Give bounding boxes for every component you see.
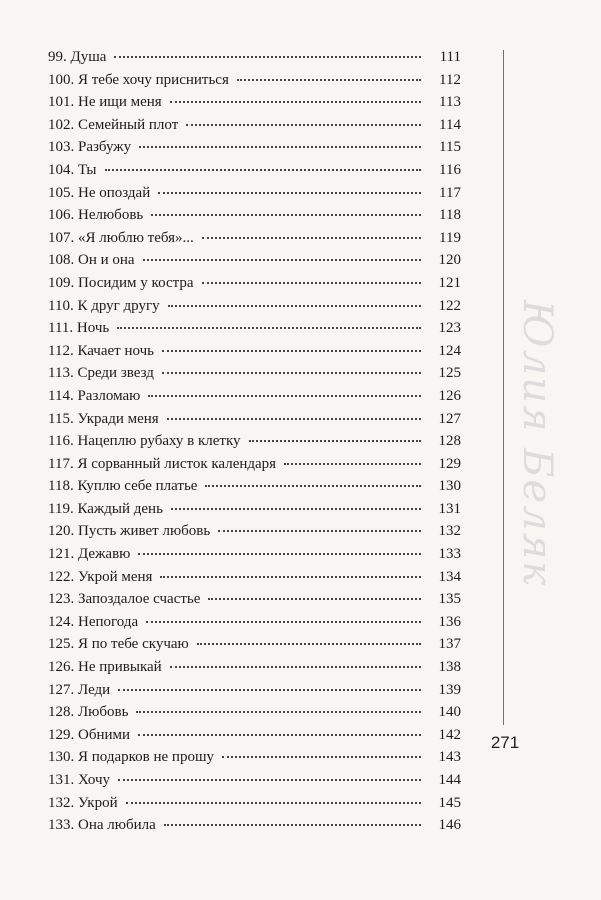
toc-entry-page-number: 135 <box>438 591 461 608</box>
toc-entry <box>48 543 461 566</box>
toc-entry-page-number: 134 <box>438 568 461 585</box>
toc-entry-title: 111. Ночь <box>48 320 110 337</box>
dot-leader <box>186 124 421 126</box>
toc-entry-title: 120. Пусть живет любовь <box>48 523 211 540</box>
toc-entry <box>48 362 461 385</box>
toc-entry-title: 118. Куплю себе платье <box>48 478 198 495</box>
toc-entry-page-number: 132 <box>438 523 461 540</box>
dot-leader <box>249 440 421 442</box>
toc-entry-page-number: 123 <box>438 320 461 337</box>
toc-entry <box>48 295 461 318</box>
toc-entry <box>48 611 461 634</box>
toc-entry-title: 126. Не привыкай <box>48 659 162 676</box>
toc-entry-page-number: 128 <box>438 433 461 450</box>
dot-leader <box>114 56 421 58</box>
dot-leader <box>118 779 421 781</box>
toc-entry <box>48 317 461 340</box>
toc-entry <box>48 792 461 815</box>
toc-entry-page-number: 138 <box>438 659 461 676</box>
toc-entry <box>48 656 461 679</box>
toc-entry-title: 124. Непогода <box>48 613 139 630</box>
toc-entry-page-number: 111 <box>439 49 461 65</box>
toc-entry-page-number: 142 <box>438 726 461 743</box>
toc-entry-page-number: 126 <box>438 387 461 404</box>
dot-leader <box>170 666 421 668</box>
dot-leader <box>284 463 421 465</box>
toc-entry-title: 117. Я сорванный листок календаря <box>48 455 277 472</box>
toc-entry-page-number: 145 <box>438 794 461 811</box>
toc-entry-title: 130. Я подарков не прошу <box>48 749 215 766</box>
dot-leader <box>202 237 421 239</box>
dot-leader <box>168 305 421 307</box>
toc-entry-page-number: 130 <box>438 478 461 495</box>
dot-leader <box>202 282 422 284</box>
dot-leader <box>167 418 421 420</box>
toc-entry <box>48 701 461 724</box>
toc-entry-page-number: 113 <box>439 94 461 111</box>
toc-entry <box>48 340 461 363</box>
dot-leader <box>237 79 421 81</box>
toc-entry <box>48 385 461 408</box>
toc-entry <box>48 272 461 295</box>
dot-leader <box>170 101 421 103</box>
toc-entry-title: 104. Ты <box>48 161 97 178</box>
toc-entry-title: 125. Я по тебе скучаю <box>48 636 189 653</box>
toc-entry <box>48 769 461 792</box>
toc-entry <box>48 136 461 159</box>
dot-leader <box>164 824 421 826</box>
toc-entry-page-number: 139 <box>438 681 461 698</box>
toc-entry-title: 109. Посидим у костра <box>48 274 194 291</box>
dot-leader <box>117 327 421 329</box>
toc-entry <box>48 588 461 611</box>
toc-entry-title: 112. Качает ночь <box>48 342 154 359</box>
toc-entry-title: 108. Он и она <box>48 252 135 269</box>
toc-entry-page-number: 116 <box>439 161 461 178</box>
toc-entry <box>48 69 461 92</box>
toc-entry <box>48 430 461 453</box>
toc-entry <box>48 159 461 182</box>
toc-entry-title: 115. Укради меня <box>48 410 159 427</box>
toc-entry-page-number: 129 <box>438 455 461 472</box>
toc-entry <box>48 114 461 137</box>
dot-leader <box>146 621 421 623</box>
dot-leader <box>151 214 421 216</box>
toc-entry-page-number: 136 <box>438 613 461 630</box>
dot-leader <box>208 598 421 600</box>
toc-entry-title: 99. Душа <box>48 49 107 65</box>
table-of-contents <box>48 46 461 837</box>
dot-leader <box>162 372 421 374</box>
toc-entry-page-number: 114 <box>439 116 461 133</box>
toc-entry-title: 113. Среди звезд <box>48 365 154 382</box>
toc-entry <box>48 724 461 747</box>
toc-entry-title: 128. Любовь <box>48 704 129 721</box>
toc-entry-page-number: 122 <box>438 297 461 314</box>
toc-entry-page-number: 131 <box>438 500 461 517</box>
toc-entry-title: 132. Укрой <box>48 794 118 811</box>
toc-entry-page-number: 133 <box>438 546 461 563</box>
toc-entry-title: 107. «Я люблю тебя»... <box>48 229 194 246</box>
toc-entry <box>48 408 461 431</box>
toc-entry <box>48 746 461 769</box>
toc-entry-title: 129. Обними <box>48 726 131 743</box>
dot-leader <box>160 576 421 578</box>
dot-leader <box>138 553 421 555</box>
dot-leader <box>136 711 421 713</box>
toc-entry-title: 116. Нацеплю рубаху в клетку <box>48 433 241 450</box>
toc-entry <box>48 204 461 227</box>
toc-entry-page-number: 144 <box>438 772 461 788</box>
toc-entry <box>48 227 461 250</box>
dot-leader <box>222 756 421 758</box>
toc-entry-page-number: 124 <box>438 342 461 359</box>
toc-entry <box>48 475 461 498</box>
toc-entry <box>48 46 461 69</box>
dot-leader <box>171 508 421 510</box>
toc-entry-title: 106. Нелюбовь <box>48 207 144 224</box>
toc-entry-title: 123. Запоздалое счастье <box>48 591 201 608</box>
toc-entry <box>48 498 461 521</box>
toc-entry-page-number: 143 <box>438 749 461 766</box>
margin-divider-line <box>503 50 504 725</box>
toc-entry-title: 131. Хочу <box>48 772 111 788</box>
toc-entry-page-number: 120 <box>438 252 461 269</box>
toc-entry-title: 114. Разломаю <box>48 387 141 404</box>
toc-entry <box>48 679 461 702</box>
toc-entry-title: 100. Я тебе хочу присниться <box>48 71 229 88</box>
dot-leader <box>162 350 421 352</box>
toc-entry-title: 121. Дежавю <box>48 546 131 563</box>
dot-leader <box>148 395 421 397</box>
toc-entry-page-number: 119 <box>439 229 461 246</box>
toc-entry-title: 102. Семейный плот <box>48 116 179 133</box>
page-number: 271 <box>490 733 520 752</box>
toc-entry-title: 133. Она любила <box>48 817 156 834</box>
dot-leader <box>197 643 421 645</box>
toc-entry <box>48 566 461 589</box>
toc-entry <box>48 814 461 837</box>
toc-entry-page-number: 112 <box>439 71 461 88</box>
toc-entry-title: 127. Леди <box>48 681 111 698</box>
toc-entry <box>48 249 461 272</box>
toc-entry <box>48 633 461 656</box>
dot-leader <box>158 192 421 194</box>
dot-leader <box>138 734 421 736</box>
toc-entry-title: 105. Не опоздай <box>48 184 151 201</box>
toc-entry-title: 103. Разбужу <box>48 139 132 156</box>
toc-entry <box>48 91 461 114</box>
dot-leader <box>218 530 421 532</box>
toc-entry <box>48 520 461 543</box>
toc-entry-title: 119. Каждый день <box>48 500 163 517</box>
toc-entry-title: 122. Укрой меня <box>48 568 153 585</box>
dot-leader <box>205 485 421 487</box>
dot-leader <box>126 802 421 804</box>
toc-entry-page-number: 118 <box>439 207 461 224</box>
toc-entry-page-number: 125 <box>438 365 461 382</box>
toc-entry-page-number: 115 <box>439 139 461 156</box>
dot-leader <box>105 169 422 171</box>
dot-leader <box>143 259 421 261</box>
toc-entry-page-number: 121 <box>438 274 461 291</box>
toc-entry-page-number: 117 <box>439 184 461 201</box>
toc-entry-page-number: 137 <box>438 636 461 653</box>
toc-entry-page-number: 140 <box>438 704 461 721</box>
author-name-watermark: Юлия Беляк <box>514 300 560 588</box>
toc-entry-page-number: 146 <box>438 817 461 834</box>
toc-entry-title: 101. Не ищи меня <box>48 94 162 111</box>
toc-entry <box>48 453 461 476</box>
toc-entry <box>48 182 461 205</box>
dot-leader <box>139 146 421 148</box>
dot-leader <box>118 689 421 691</box>
toc-entry-page-number: 127 <box>438 410 461 427</box>
toc-entry-title: 110. К друг другу <box>48 297 160 314</box>
